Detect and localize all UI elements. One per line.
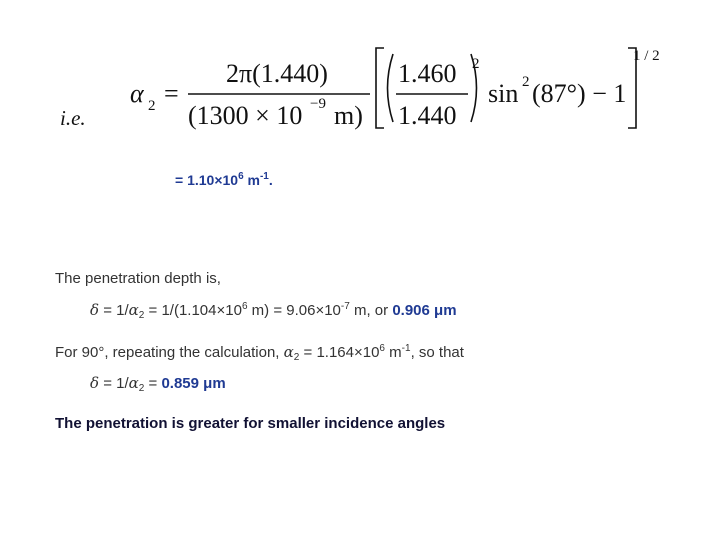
text-segment: For 90°, repeating the calculation,	[55, 344, 284, 361]
ie-label: i.e.	[60, 106, 86, 130]
delta-symbol: δ	[90, 301, 100, 319]
alpha-subscript: 2	[293, 352, 300, 363]
penetration-value-90: 0.859 μm	[161, 375, 226, 392]
result-value: = 1.10×10	[175, 172, 239, 188]
eq-sin: sin	[488, 79, 519, 108]
result-unit: m	[243, 172, 260, 188]
text-segment: m	[384, 344, 402, 361]
second-penetration-line	[90, 374, 226, 392]
eq-inner-power: 2	[472, 56, 480, 72]
alpha-subscript: 2	[138, 383, 145, 394]
alpha2-result	[175, 172, 273, 188]
penetration-line	[90, 301, 457, 319]
eq-equals: =	[164, 79, 179, 108]
eq-denominator-right: m)	[334, 101, 363, 130]
eq-denominator-exp: −9	[310, 96, 326, 112]
result-unit-exp: -1	[259, 171, 269, 182]
text-segment: , so that	[410, 344, 464, 361]
eq-outer-left-bracket	[376, 48, 384, 128]
result-exp: 6	[238, 171, 244, 182]
eq-inner-numerator: 1.460	[398, 59, 457, 88]
eq-inner-denominator: 1.440	[398, 101, 457, 130]
alpha-symbol: α	[128, 374, 139, 392]
penetration-value-87: 0.906 μm	[392, 302, 457, 319]
exponent: 6	[241, 301, 248, 312]
delta-symbol: δ	[90, 374, 100, 392]
text-segment: m, or	[349, 302, 393, 319]
repeat-line	[55, 343, 464, 361]
text-segment: = 1/(1.104×10	[144, 302, 242, 319]
text-segment: = 1/	[99, 375, 129, 392]
eq-outer-power: 1 / 2	[633, 48, 660, 64]
eq-alpha-symbol: α	[130, 79, 144, 108]
alpha2-equation	[120, 40, 680, 140]
eq-sin-power: 2	[522, 74, 530, 90]
exponent: 6	[379, 343, 385, 354]
text-segment: =	[144, 375, 162, 392]
text-segment: = 1/	[99, 302, 129, 319]
text-segment: m) = 9.06×10	[247, 302, 341, 319]
text-segment: = 1.164×10	[299, 344, 380, 361]
eq-numerator: 2π(1.440)	[226, 59, 328, 88]
exponent: -7	[340, 301, 350, 312]
exponent: -1	[401, 343, 411, 354]
penetration-intro: The penetration depth is,	[55, 270, 221, 287]
conclusion-text: The penetration is greater for smaller incidence angles	[55, 415, 446, 432]
eq-alpha-subscript: 2	[148, 98, 156, 114]
alpha-symbol: α	[283, 343, 294, 361]
result-suffix: .	[268, 172, 273, 188]
eq-inner-left-paren	[388, 54, 394, 122]
eq-denominator-left: (1300 × 10	[188, 101, 303, 130]
eq-sin-argument: (87°) − 1	[532, 79, 627, 108]
alpha-symbol: α	[128, 301, 139, 319]
equation-svg	[120, 40, 680, 140]
alpha-subscript: 2	[138, 310, 145, 321]
